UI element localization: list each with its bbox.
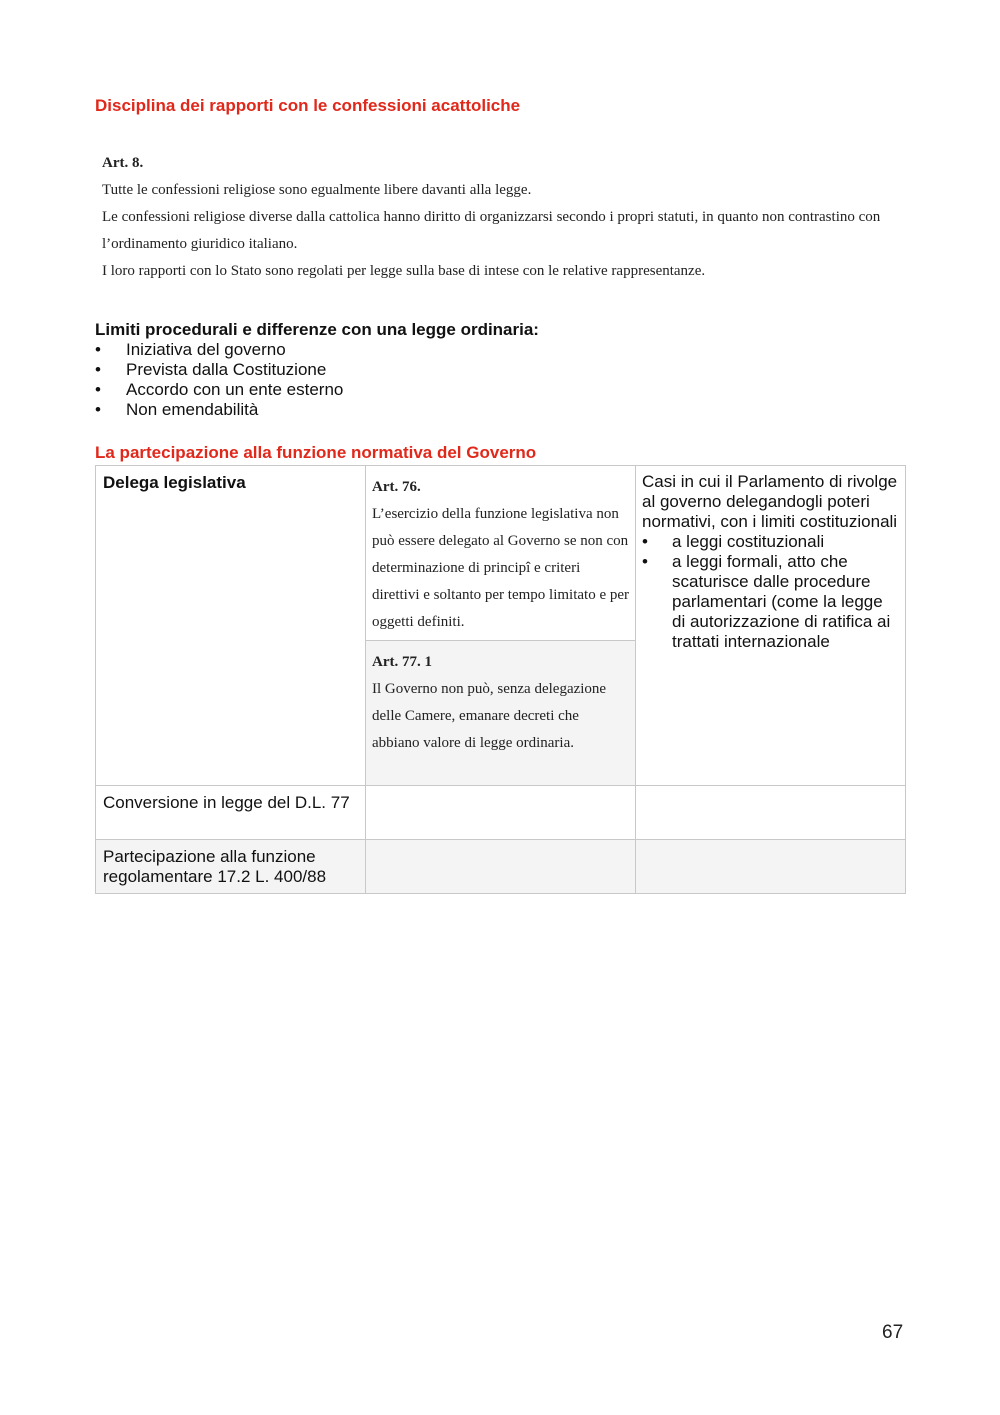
- list-item-text: Iniziativa del governo: [126, 340, 286, 359]
- art-76-text: L’esercizio della funzione legislativa non può essere delegato al Governo se non con determinazione di principî e criteri direttivi e soltanto per tempo limitato e per oggetti definiti.: [372, 506, 630, 630]
- art-77-text: Il Governo non può, senza delegazione delle Camere, emanare decreti che abbiano valore di legge ordinaria.: [372, 681, 607, 751]
- section-heading-confessioni: Disciplina dei rapporti con le confessioni acattoliche: [95, 96, 521, 115]
- table-row: [96, 466, 906, 641]
- list-item-text: a leggi costituzionali: [672, 532, 825, 551]
- list-item: [95, 380, 895, 400]
- page-number: 67: [882, 1322, 904, 1343]
- list-item-text: Accordo con un ente esterno: [126, 380, 344, 399]
- bullet: •: [95, 380, 101, 399]
- art-77-cell: [366, 641, 636, 786]
- art-76-cell: [366, 466, 636, 641]
- empty-cell: [636, 786, 906, 840]
- bullet: •: [95, 400, 101, 419]
- section-heading-funzione-normativa: La partecipazione alla funzione normativa del Governo: [95, 443, 537, 462]
- table-row: [96, 840, 906, 894]
- list-item: [95, 340, 895, 360]
- table-row: [96, 786, 906, 840]
- bullet: •: [642, 552, 648, 571]
- funzione-normativa-table: [95, 465, 906, 894]
- list-item: [95, 360, 895, 380]
- list-item-text: Non emendabilità: [126, 400, 259, 419]
- bullet: •: [95, 360, 101, 379]
- article-8-title: Art. 8.: [102, 155, 144, 171]
- list-item-text: Prevista dalla Costituzione: [126, 360, 327, 379]
- article-8-line-3: I loro rapporti con lo Stato sono regolati per legge sulla base di intese con le relative rappresentanze.: [102, 263, 706, 279]
- article-8-line-1: Tutte le confessioni religiose sono egualmente libere davanti alla legge.: [102, 182, 532, 198]
- notes-list: [642, 532, 899, 652]
- art-77-title: Art. 77. 1: [372, 654, 432, 670]
- list-item: [95, 400, 895, 420]
- article-8-line-2: Le confessioni religiose diverse dalla cattolica hanno diritto di organizzarsi secondo i propri statuti, in quanto non contrastino con l’ordinamento giuridico italiano.: [102, 209, 881, 252]
- list-item-text: a leggi formali, atto che scaturisce dalle procedure parlamentari (come la legge di autorizzazione di ratifica ai trattati internazionale: [672, 552, 891, 651]
- art-76-title: Art. 76.: [372, 479, 421, 495]
- limiti-list: [95, 340, 895, 420]
- article-8-block: [102, 150, 962, 285]
- limiti-title: Limiti procedurali e differenze con una legge ordinaria:: [95, 320, 539, 339]
- bullet: •: [642, 532, 648, 551]
- empty-cell: [636, 840, 906, 894]
- delega-legislativa-label: Delega legislativa: [96, 466, 366, 786]
- bullet: •: [95, 340, 101, 359]
- partecipazione-label: Partecipazione alla funzione regolamentare 17.2 L. 400/88: [96, 840, 366, 894]
- empty-cell: [366, 786, 636, 840]
- conversione-label: Conversione in legge del D.L. 77: [96, 786, 366, 840]
- limiti-procedurali-block: [95, 320, 895, 420]
- notes-intro: Casi in cui il Parlamento di rivolge al governo delegandogli poteri normativi, con i limiti costituzionali: [642, 472, 898, 531]
- notes-cell: [636, 466, 906, 786]
- list-item: [642, 552, 899, 652]
- list-item: [642, 532, 899, 552]
- empty-cell: [366, 840, 636, 894]
